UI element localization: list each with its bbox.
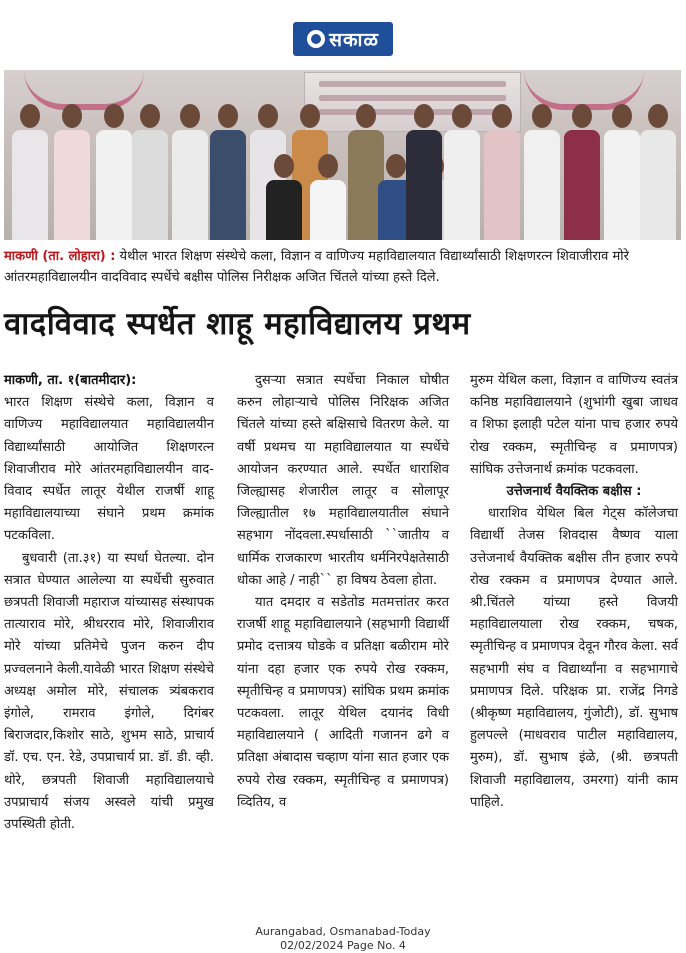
article-paragraph: बुधवारी (ता.३१) या स्पर्धा घेतल्या. दोन सत्रात घेण्यात आलेल्या या स्पर्धेची सुरुवात छत्रपती शिवाजी महाराज यांच्यासह संस्थापक तात्याराव मोरे, श्रीधरराव मोरे, शिवाजीराव मोरे यांच्या प्रतिमेचे पुजन करुन दीप प्रज्वलनाने केली.यावेळी भारत शिक्षण संस्थेचे अध्यक्ष अमोल मोरे, संचालक त्र्यंबकराव इंगोले, रामराव इंगोले, दिगंबर बिराजदार,किशोर साठे, शुभम साठे, प्राचार्य डॉ. एच. एन. रेडे, उपप्राचार्य प्रा. डॉ. डी. व्ही. थोरे, छत्रपती शिवाजी महाविद्यालयाचे उपप्राचार्य संजय अस्वले यांची प्रमुख उपस्थिती होती.	[4, 550, 214, 833]
article-paragraph: मुरुम येथिल कला, विज्ञान व वाणिज्य स्वतंत्र कनिष्ठ महाविद्यालयाने (शुभांगी खुबा जाधव व शिफा इलाही पटेल यांना पाच हजार रुपये रोख रक्कम, स्मृतीचिन्ह व प्रमाणपत्र) सांघिक उत्तेजनार्थ क्रमांक पटकवला.	[470, 373, 678, 477]
article-column-3	[470, 370, 678, 814]
sakal-emblem-icon	[307, 30, 325, 48]
caption-place: माकणी (ता. लोहारा) :	[4, 249, 116, 264]
article-column-1	[4, 370, 214, 836]
article-paragraph: भारत शिक्षण संस्थेचे कला, विज्ञान व वाणिज्य महाविद्यालयात महाविद्यालयीन विद्यार्थ्यांसाठी आयोजित शिक्षणरत्न शिवाजीराव मोरे आंतरमहाविद्यालयीन वाद-विवाद स्पर्धेत लातूर येथील राजर्षी शाहू महाविद्यालयाच्या संघाने प्रथम क्रमांक पटकविला.	[4, 395, 214, 544]
article-column-2	[237, 370, 449, 814]
article-dateline: माकणी, ता. १(बातमीदार):	[4, 373, 137, 388]
article-paragraph: धाराशिव येथिल बिल गेट्स कॉलेजचा विद्यार्थी तेजस शिवदास वैष्णव याला उत्तेजनार्थ वैयक्तिक बक्षीस तीन हजार रुपये रोख रक्कम व प्रमाणपत्र देण्यात आले. श्री.चिंतले यांच्या हस्ते विजयी महाविद्यालयाला रोख रक्कम, चषक, स्मृतीचिन्ह व प्रमाणपत्र देवून गौरव केला. सर्व सहभागी संघ व विद्यार्थ्यांना व सहभागाचे प्रमाणपत्र दिले. परिक्षक प्रा. राजेंद्र निगडे (श्रीकृष्ण महाविद्यालय, गुंजोटी), डॉ. सुभाष हुलपल्ले (माधवराव पाटील महाविद्यालय, मुरुम), डॉ. सुभाष इंळे, (श्री. छत्रपती शिवाजी महाविद्यालय, उमरगा) यांनी काम पाहिले.	[470, 506, 678, 810]
article-headline: वादविवाद स्पर्धेत शाहू महाविद्यालय प्रथम	[4, 306, 471, 342]
article-paragraph: दुसऱ्या सत्रात स्पर्धेचा निकाल घोषीत करुन लोहाऱ्याचे पोलिस निरिक्षक अजित चिंतले यांच्या हस्ते बक्षिसाचे वितरण केले. या वर्षी प्रथमच या महाविद्यालयात या स्पर्धेचे आयोजन करण्यात आले. स्पर्धेत धाराशिव जिल्ह्यासह शेजारील लातूर व सोलापूर जिल्ह्यातील १७ महाविद्यालयातील संघाने सहभाग नोंदवला.स्पर्धासाठी ``जातीय व धार्मिक राजकारण भारतीय धर्मनिरपेक्षतेसाठी धोका आहे / नाही`` हा विषय ठेवला होता.	[237, 373, 449, 588]
photo-caption	[4, 246, 680, 288]
article-paragraph: यात दमदार व सडेतोड मतमत्तांतर करत राजर्षी शाहू महाविद्यालयाने (सहभागी विद्यार्थी प्रमोद दत्तात्रय घोडके व प्रतिक्षा बळीराम मोरे यांना दहा हजार एक रुपये रोख रक्कम, स्मृतीचिन्ह व प्रमाणपत्र) सांघिक प्रथम क्रमांक पटकवला. लातूर येथिल दयानंद विधी महाविद्यालयाने ( आदिती गजानन ढगे व प्रतिक्षा अंबादास चव्हाण यांना सात हजार एक रुपये रोख रक्कम, स्मृतीचिन्ह व प्रमाणपत्र) व्दितिय, व	[237, 595, 449, 810]
footer-date-page: 02/02/2024 Page No. 4	[280, 939, 406, 952]
footer-edition: Aurangabad, Osmanabad-Today	[255, 925, 431, 938]
masthead-title: सकाळ	[329, 29, 379, 51]
newspaper-masthead	[293, 22, 393, 56]
caption-text: येथील भारत शिक्षण संस्थेचे कला, विज्ञान व वाणिज्य महाविद्यालयात विद्यार्थ्यांसाठी शिक्षणरत्न शिवाजीराव मोरे आंतरमहाविद्यालयीन वादविवाद स्पर्धेचे बक्षीस पोलिस निरीक्षक अजित चिंतले यांच्या हस्ते दिले.	[4, 249, 629, 285]
group-photo-image	[4, 70, 681, 240]
article-subheading: उत्तेजनार्थ वैयक्तिक बक्षीस :	[506, 484, 642, 500]
